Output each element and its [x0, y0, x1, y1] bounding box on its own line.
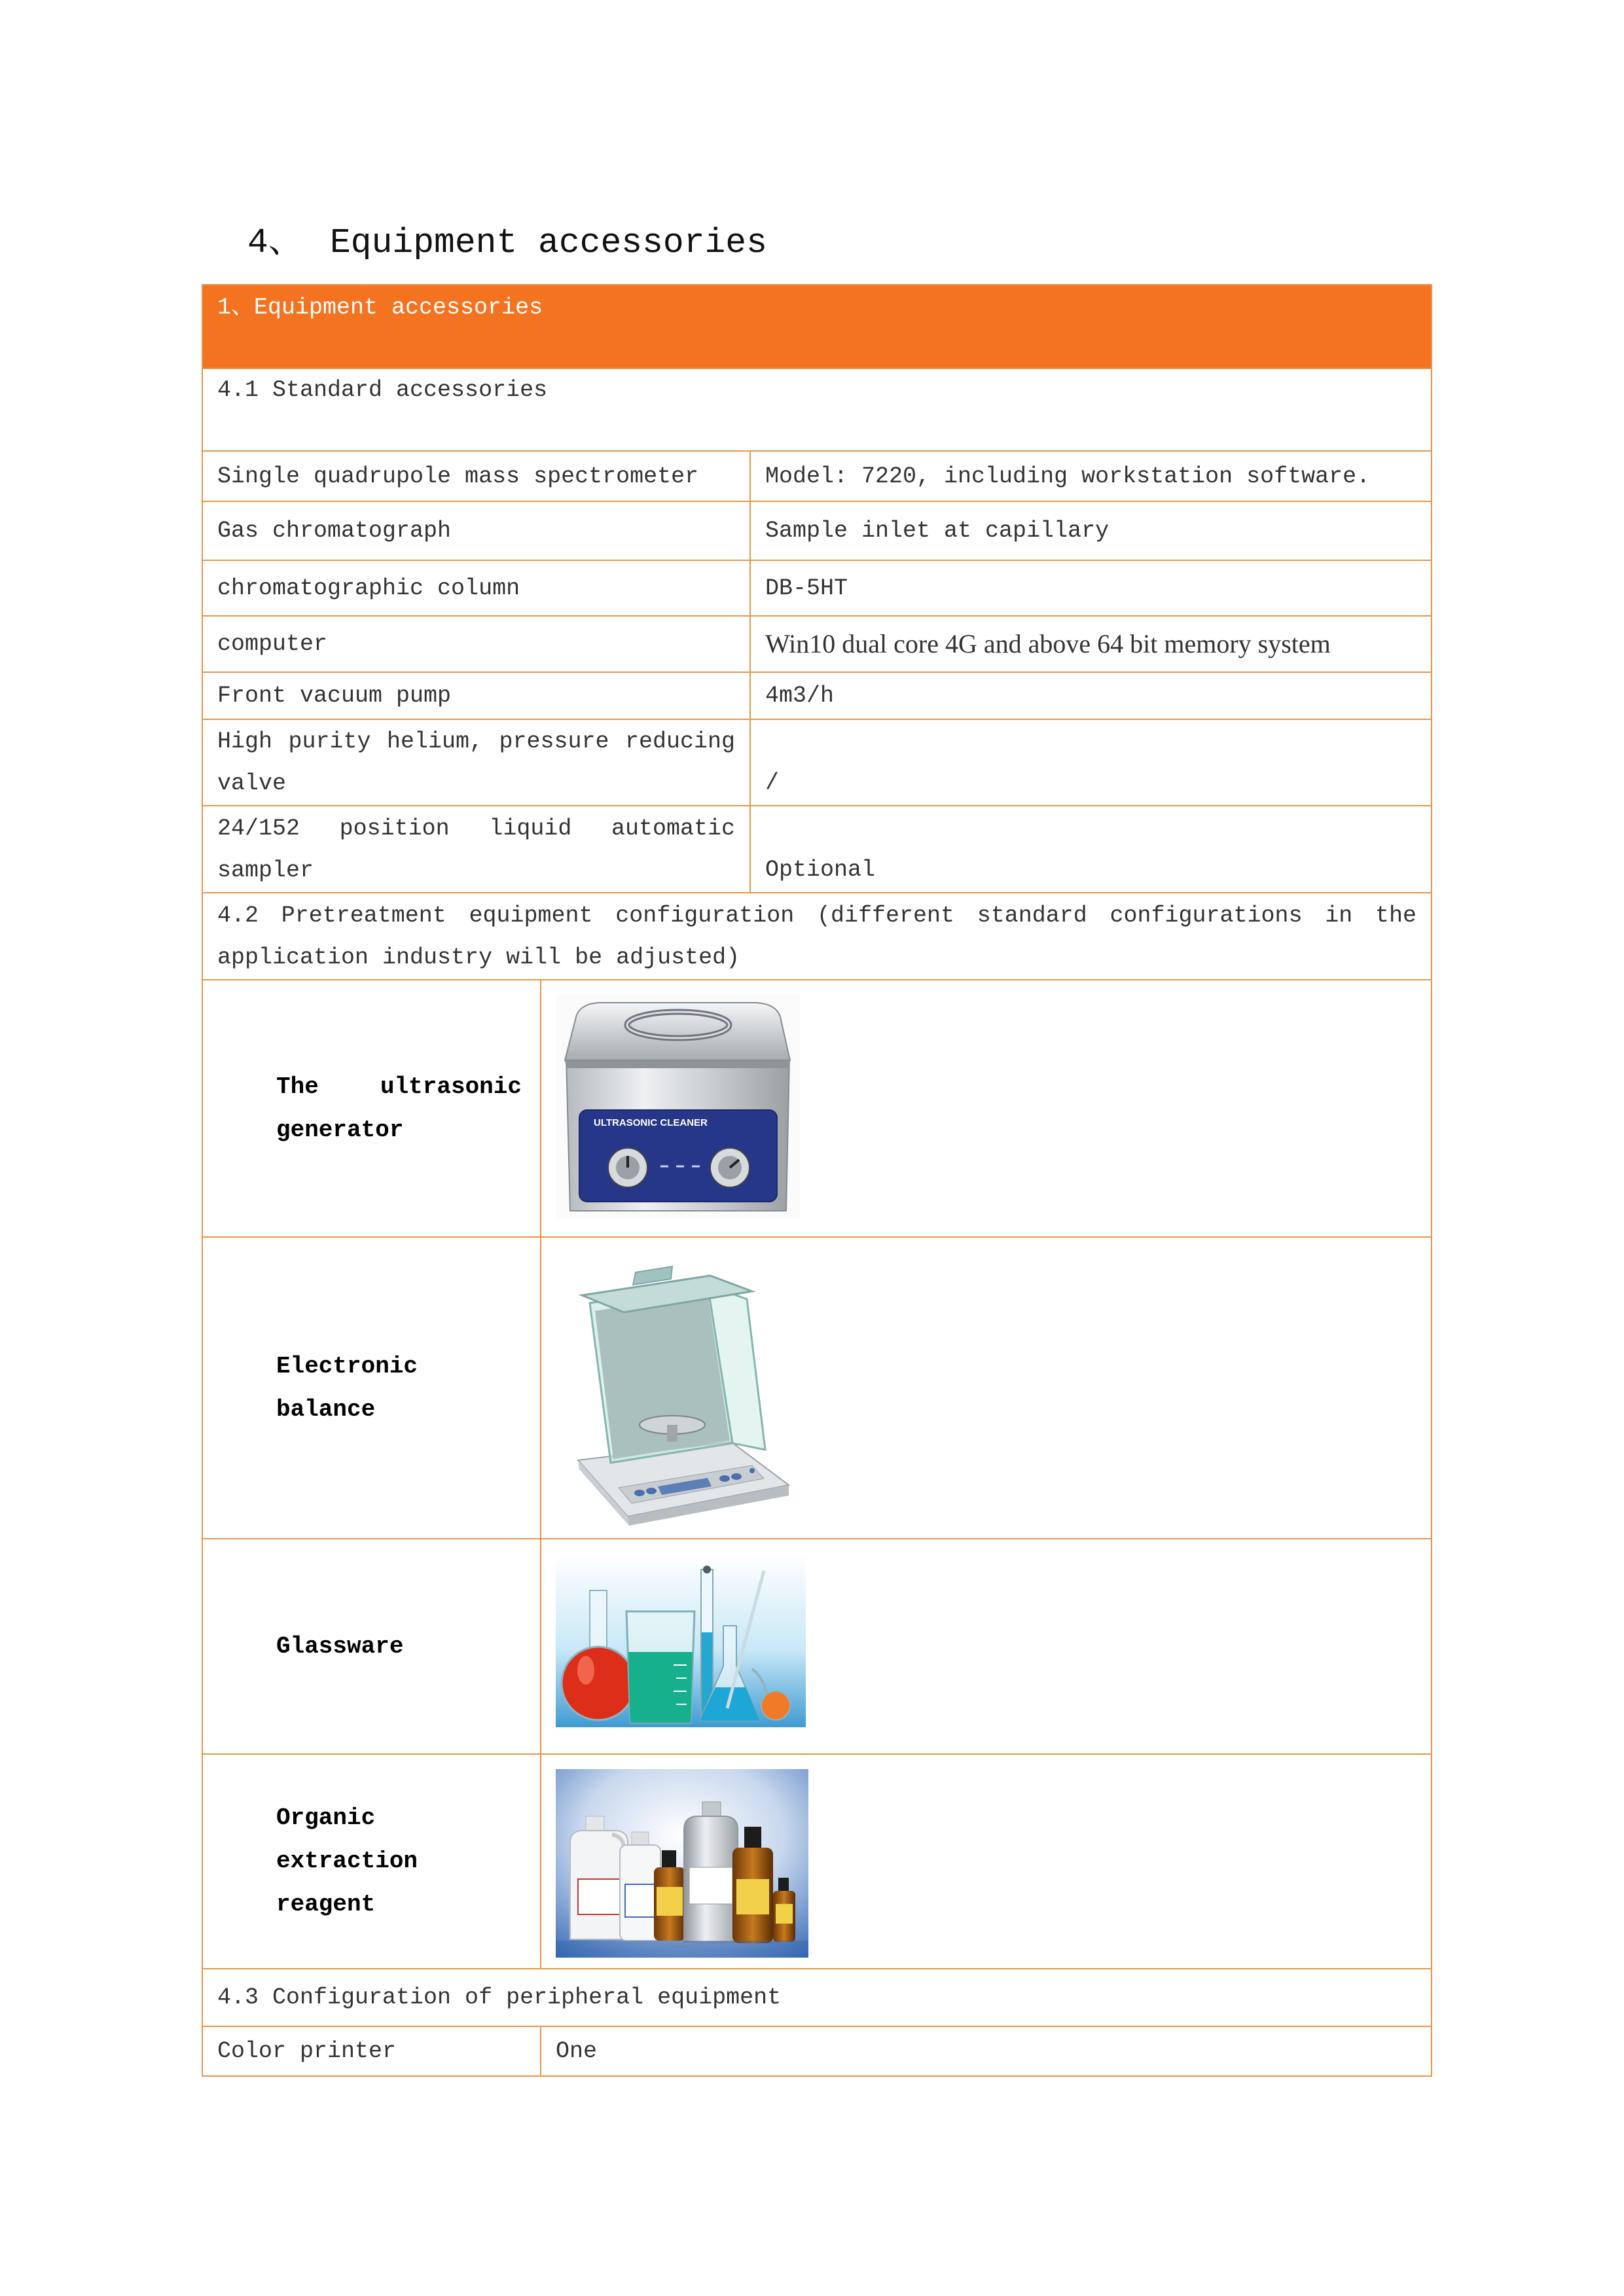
item-name: Gas chromatograph	[202, 501, 750, 560]
table-row	[202, 2026, 1432, 2076]
item-name: Glassware	[202, 1539, 541, 1754]
table-row	[202, 806, 1432, 893]
item-name: High purity helium, pressure reducing valve	[202, 719, 750, 806]
peripheral-title: 4.3 Configuration of peripheral equipment	[202, 1969, 1432, 2026]
table-row	[202, 719, 1432, 806]
section-title-row	[202, 368, 1432, 451]
item-name: Electronic balance	[202, 1237, 541, 1539]
table-row	[202, 1539, 1432, 1754]
item-photo-cell	[541, 1237, 1432, 1539]
item-name: Color printer	[202, 2026, 541, 2076]
section-heading-number: 4、	[247, 223, 303, 262]
table-row	[202, 451, 1432, 501]
item-name: Front vacuum pump	[202, 672, 750, 719]
item-value: /	[750, 719, 1432, 806]
item-value: 4m3/h	[750, 672, 1432, 719]
item-photo-cell	[541, 1754, 1432, 1969]
glassware-photo	[556, 1554, 806, 1727]
item-name: Single quadrupole mass spectrometer	[202, 451, 750, 501]
reagent-bottles-photo	[556, 1769, 808, 1958]
table-row	[202, 980, 1432, 1237]
table-row	[202, 560, 1432, 616]
item-value: One	[541, 2026, 1432, 2076]
section-title-row	[202, 893, 1432, 980]
ultrasonic-cleaner-label: ULTRASONIC CLEANER	[594, 1117, 708, 1128]
item-photo-cell	[541, 1539, 1432, 1754]
item-name: Organic extraction reagent	[202, 1754, 541, 1969]
ultrasonic-cleaner-photo	[556, 995, 800, 1219]
standard-accessories-title: 4.1 Standard accessories	[202, 368, 1432, 451]
table-row	[202, 1754, 1432, 1969]
pretreatment-title: 4.2 Pretreatment equipment configuration (different standard configurations in the application industry will be adjusted)	[202, 893, 1432, 980]
item-name: The ultrasonic generator	[202, 980, 541, 1237]
item-name: 24/152 position liquid automatic sampler	[202, 806, 750, 893]
item-value: Win10 dual core 4G and above 64 bit memory system	[750, 616, 1432, 672]
table-row	[202, 616, 1432, 672]
section-title-row	[202, 1969, 1432, 2026]
table-header-title: 1、Equipment accessories	[202, 285, 1432, 368]
table-row	[202, 1237, 1432, 1539]
item-name: chromatographic column	[202, 560, 750, 616]
equipment-accessories-table	[202, 284, 1432, 2077]
table-row	[202, 501, 1432, 560]
item-photo-cell	[541, 980, 1432, 1237]
table-header-row	[202, 285, 1432, 368]
electronic-balance-photo	[556, 1252, 800, 1527]
item-name: computer	[202, 616, 750, 672]
item-value: Model: 7220, including workstation software.	[750, 451, 1432, 501]
table-row	[202, 672, 1432, 719]
item-value: Sample inlet at capillary	[750, 501, 1432, 560]
item-value: Optional	[750, 806, 1432, 893]
section-heading-title: Equipment accessories	[330, 223, 767, 262]
section-heading	[247, 219, 767, 267]
item-value: DB-5HT	[750, 560, 1432, 616]
